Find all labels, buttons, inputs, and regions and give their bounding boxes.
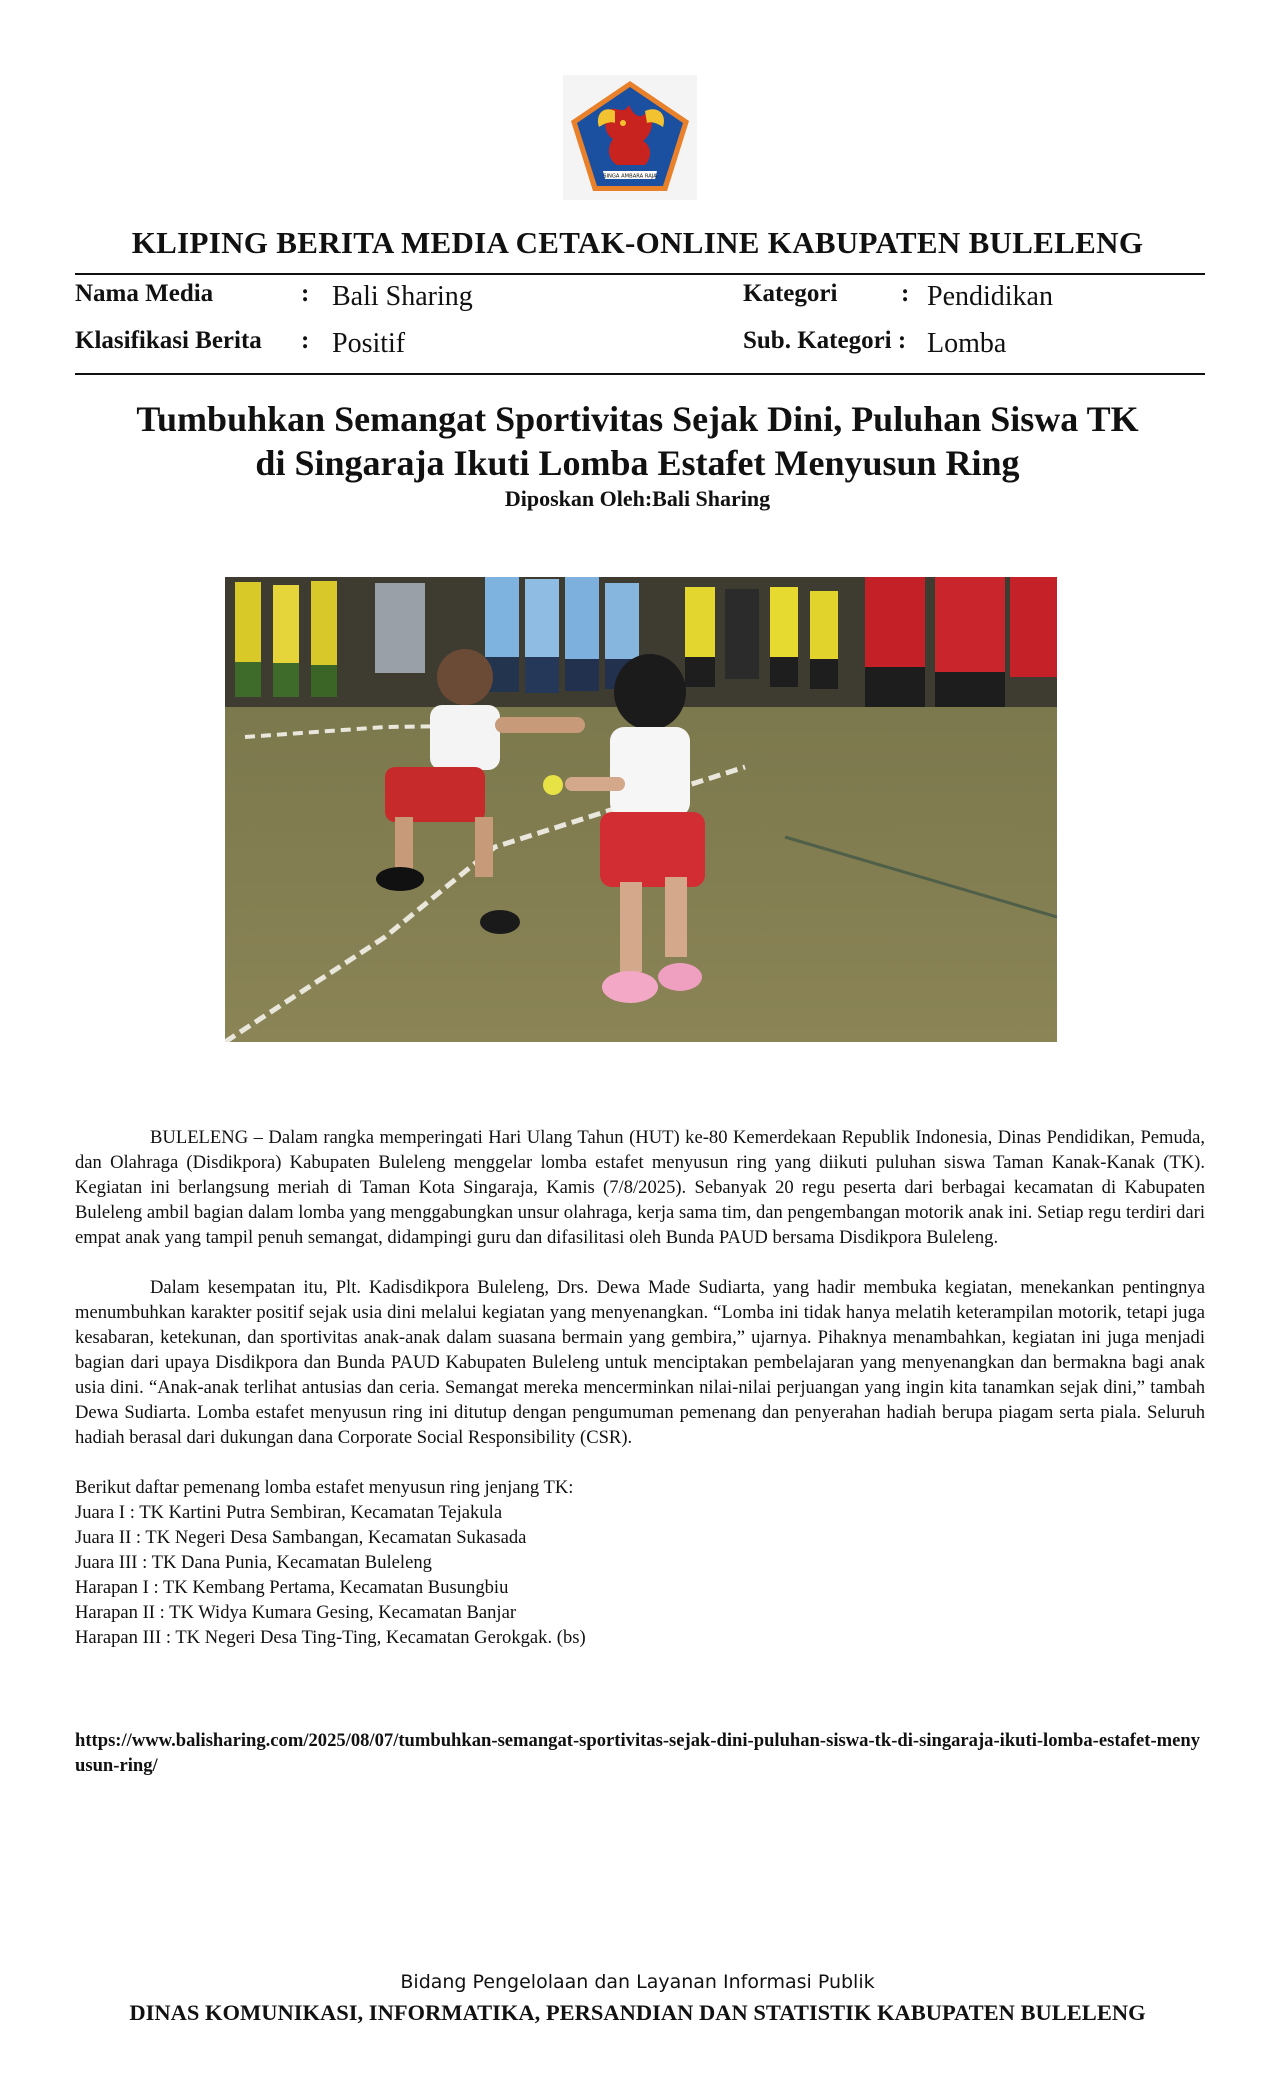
media-value: Bali Sharing [332,281,473,312]
classification-value: Positif [332,328,406,359]
winner-item: Harapan I : TK Kembang Pertama, Kecamatan Busungbiu [75,1577,509,1598]
header-divider-bottom [75,373,1205,375]
category-label: Kategori [743,280,838,307]
footer-department: Bidang Pengelolaan dan Layanan Informasi Publik [400,1971,875,1993]
article-title [100,397,1175,485]
subcategory-value: Lomba [927,328,1007,359]
classification-label: Klasifikasi Berita [75,327,262,354]
header-divider-top [75,273,1205,275]
document-header-title: KLIPING BERITA MEDIA CETAK-ONLINE KABUPATEN BULELENG [131,225,1144,260]
article-photo [225,577,1057,1042]
article-byline: Diposkan Oleh:Bali Sharing [504,486,771,511]
relay-ball [543,775,563,795]
article-body [75,1125,1205,1650]
footer-agency: DINAS KOMUNIKASI, INFORMATIKA, PERSANDIAN DAN STATISTIK KABUPATEN BULELENG [129,2000,1146,2025]
article-title-line-1: Tumbuhkan Semangat Sportivitas Sejak Dini, Puluhan Siswa TK [136,399,1139,439]
category-value: Pendidikan [927,281,1053,312]
source-url-link[interactable]: https://www.balisharing.com/2025/08/07/tumbuhkan-semangat-sportivitas-sejak-dini-puluhan-siswa-tk-di-singaraja-ikuti-lomba-estafet-menyusun-ring/ [75,1730,1201,1776]
winner-item: Harapan II : TK Widya Kumara Gesing, Kecamatan Banjar [75,1602,517,1623]
category-colon: : [901,280,910,307]
winner-item: Juara II : TK Negeri Desa Sambangan, Kecamatan Sukasada [75,1527,527,1548]
media-label: Nama Media [75,280,214,307]
media-colon: : [301,280,310,307]
subcategory-label: Sub. Kategori : [743,327,907,354]
buleleng-emblem-logo [563,75,697,200]
classification-colon: : [301,327,310,354]
winner-item: Juara III : TK Dana Punia, Kecamatan Buleleng [75,1552,432,1573]
logo-motto-text: SINGA AMBARA RAJA [603,173,657,180]
article-title-line-2: di Singaraja Ikuti Lomba Estafet Menyusun Ring [255,443,1020,483]
winner-item: Juara I : TK Kartini Putra Sembiran, Kecamatan Tejakula [75,1502,503,1523]
winner-item: Harapan III : TK Negeri Desa Ting-Ting, Kecamatan Gerokgak. (bs) [75,1627,586,1648]
article-paragraph-1: BULELENG – Dalam rangka memperingati Hari Ulang Tahun (HUT) ke-80 Kemerdekaan Republik Indonesia, Dinas Pendidikan, Pemuda, dan Olahraga (Disdikpora) Kabupaten Buleleng menggelar lomba estafet menyusun ring yang diikuti puluhan siswa Taman Kanak-Kanak (TK). Kegiatan ini berlangsung meriah di Taman Kota Singaraja, Kamis (7/8/2025). Sebanyak 20 regu peserta dari berbagai kecamatan di Kabupaten Buleleng ambil bagian dalam lomba yang menggabungkan unsur olahraga, kerja sama tim, dan pengembangan motorik anak ini. Setiap regu terdiri dari empat anak yang tampil penuh semangat, didampingi guru dan difasilitasi oleh Bunda PAUD bersama Disdikpora Buleleng. [75,1127,1205,1248]
article-paragraph-2: Dalam kesempatan itu, Plt. Kadisdikpora Buleleng, Drs. Dewa Made Sudiarta, yang hadir membuka kegiatan, menekankan pentingnya menumbuhkan karakter positif sejak usia dini melalui kegiatan yang menyenangkan. “Lomba ini tidak hanya melatih keterampilan motorik, tetapi juga kesabaran, ketekunan, dan sportivitas anak-anak dalam suasana bermain yang gembira,” ujarnya. Pihaknya menambahkan, kegiatan ini juga menjadi bagian dari upaya Disdikpora dan Bunda PAUD Kabupaten Buleleng untuk menciptakan pembelajaran yang menyenangkan dan bermakna bagi anak usia dini. “Anak-anak terlihat antusias dan ceria. Semangat mereka mencerminkan nilai-nilai perjuangan yang ingin kita tanamkan sejak dini,” tambah Dewa Sudiarta. Lomba estafet menyusun ring ini ditutup dengan pengumuman pemenang dan penyerahan hadiah berupa piagam serta piala. Seluruh hadiah berasal dari dukungan dana Corporate Social Responsibility (CSR). [75,1277,1205,1448]
winners-intro: Berikut daftar pemenang lomba estafet menyusun ring jenjang TK: [75,1477,574,1498]
winners-list [75,1500,1205,1650]
